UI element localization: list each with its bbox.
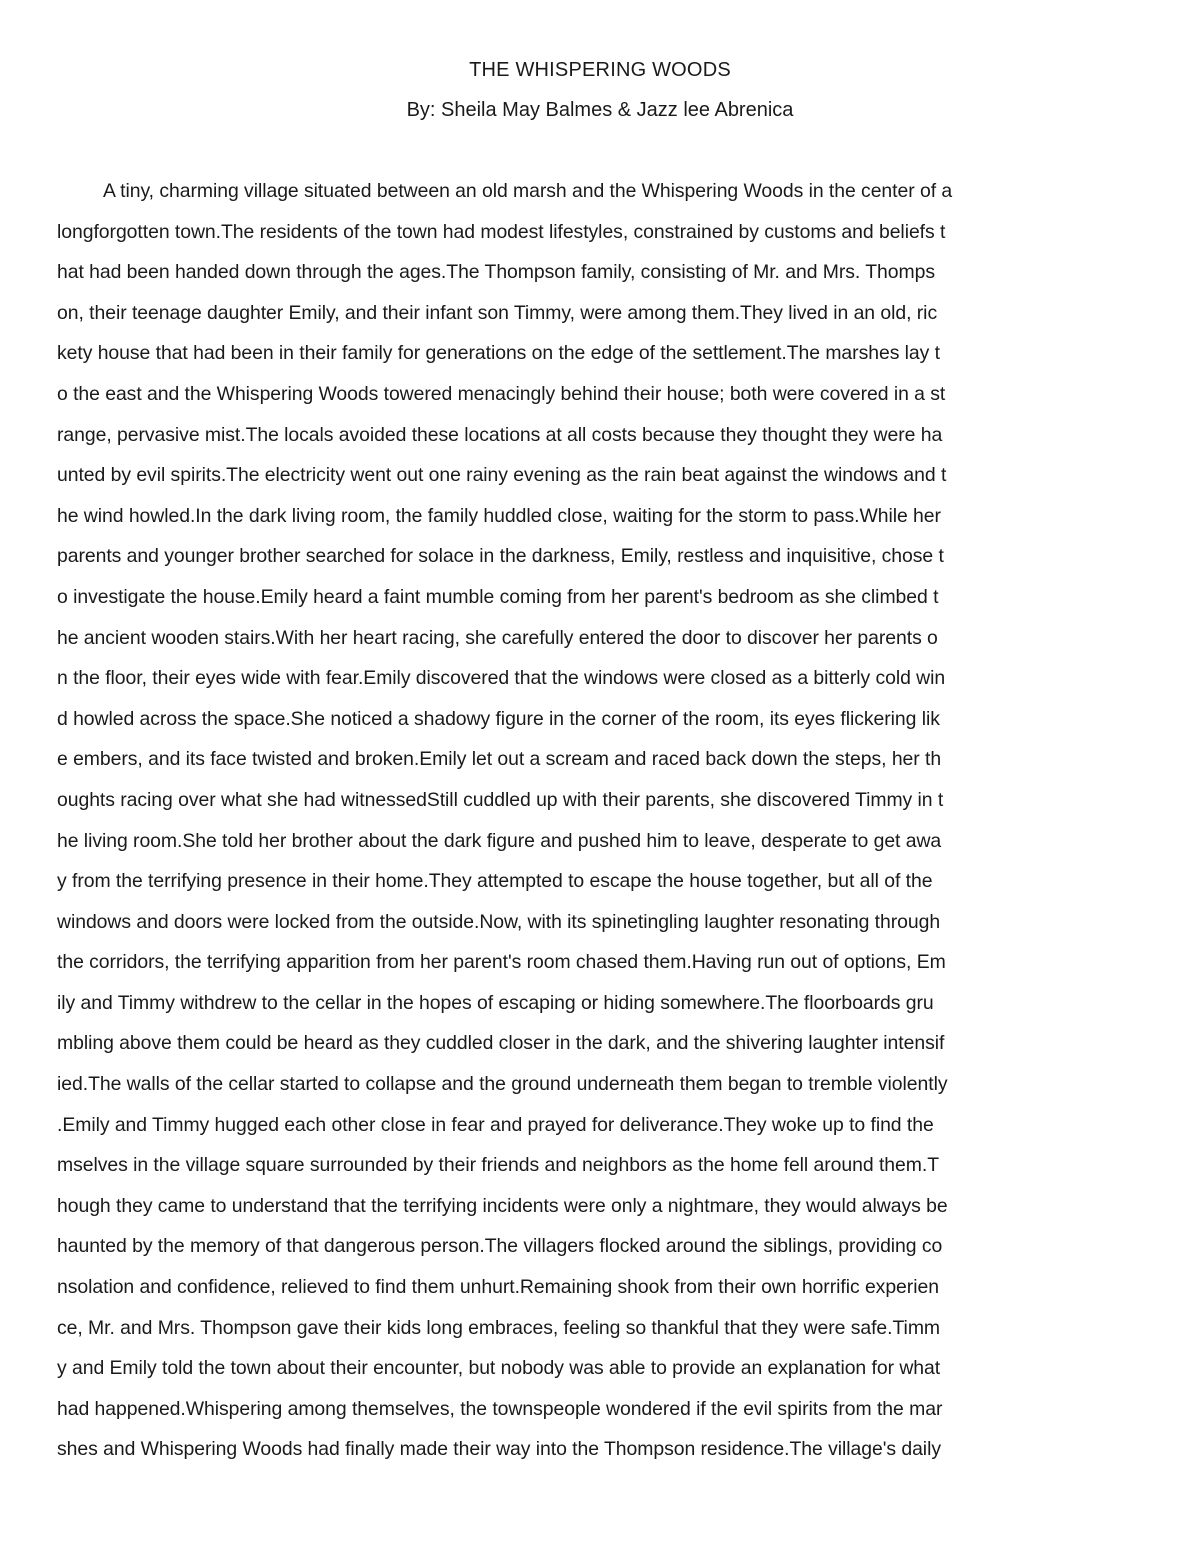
document-title: THE WHISPERING WOODS [469, 59, 731, 81]
text-line: n the floor, their eyes wide with fear.Emily discovered that the windows were closed as a bitterly cold win [57, 667, 946, 690]
text-line: d howled across the space.She noticed a shadowy figure in the corner of the room, its eyes flickering lik [57, 707, 940, 730]
text-line: windows and doors were locked from the outside.Now, with its spinetingling laughter resonating through [57, 910, 941, 933]
text-line: he wind howled.In the dark living room, the family huddled close, waiting for the storm to pass.While her [57, 504, 941, 527]
text-line: ily and Timmy withdrew to the cellar in the hopes of escaping or hiding somewhere.The floorboards gru [57, 991, 934, 1014]
text-line: A tiny, charming village situated between an old marsh and the Whispering Woods in the center of a [103, 180, 953, 202]
text-line: o the east and the Whispering Woods towered menacingly behind their house; both were covered in a st [57, 382, 946, 405]
text-line: he ancient wooden stairs.With her heart racing, she carefully entered the door to discover her parents o [57, 626, 938, 649]
text-line: ied.The walls of the cellar started to collapse and the ground underneath them began to tremble violently [57, 1073, 948, 1096]
text-line: shes and Whispering Woods had finally made their way into the Thompson residence.The village's daily [57, 1438, 941, 1461]
document-byline: By: Sheila May Balmes & Jazz lee Abrenica [406, 99, 794, 121]
text-line: on, their teenage daughter Emily, and their infant son Timmy, were among them.They lived in an old, ric [57, 301, 938, 324]
text-line: oughts racing over what she had witnessedStill cuddled up with their parents, she discovered Timmy in t [57, 788, 944, 811]
text-line: .Emily and Timmy hugged each other close in fear and prayed for deliverance.They woke up to find the [57, 1113, 934, 1136]
text-line: y from the terrifying presence in their home.They attempted to escape the house together, but all of the [57, 870, 933, 893]
text-line: nsolation and confidence, relieved to find them unhurt.Remaining shook from their own horrific experien [57, 1276, 939, 1299]
text-line: y and Emily told the town about their encounter, but nobody was able to provide an explanation for what [57, 1357, 941, 1380]
text-line: mselves in the village square surrounded by their friends and neighbors as the home fell around them.T [57, 1154, 939, 1177]
text-line: mbling above them could be heard as they cuddled closer in the dark, and the shivering laughter intensif [57, 1032, 945, 1055]
text-line: unted by evil spirits.The electricity went out one rainy evening as the rain beat against the windows and t [57, 464, 947, 487]
text-line: range, pervasive mist.The locals avoided these locations at all costs because they thought they were ha [57, 423, 943, 446]
text-line: ce, Mr. and Mrs. Thompson gave their kids long embraces, feeling so thankful that they were safe.Timm [57, 1316, 941, 1339]
text-line: hat had been handed down through the ages.The Thompson family, consisting of Mr. and Mrs. Thomps [57, 261, 935, 284]
story-paragraph [57, 171, 1157, 1470]
text-line: had happened.Whispering among themselves, the townspeople wondered if the evil spirits from the mar [57, 1397, 943, 1420]
text-line: e embers, and its face twisted and broken.Emily let out a scream and raced back down the steps, her th [57, 748, 942, 771]
text-line: haunted by the memory of that dangerous person.The villagers flocked around the siblings, providing co [57, 1235, 943, 1258]
text-line: he living room.She told her brother about the dark figure and pushed him to leave, desperate to get awa [57, 829, 942, 852]
text-line: kety house that had been in their family for generations on the edge of the settlement.The marshes lay t [57, 342, 940, 365]
text-line: o investigate the house.Emily heard a faint mumble coming from her parent's bedroom as she climbed t [57, 585, 939, 608]
text-line: hough they came to understand that the terrifying incidents were only a nightmare, they would always be [57, 1194, 948, 1217]
text-line: longforgotten town.The residents of the town had modest lifestyles, constrained by customs and beliefs t [57, 220, 946, 243]
text-line: the corridors, the terrifying apparition from her parent's room chased them.Having run out of options, Em [57, 951, 946, 974]
text-line: parents and younger brother searched for solace in the darkness, Emily, restless and inquisitive, chose t [57, 545, 944, 568]
